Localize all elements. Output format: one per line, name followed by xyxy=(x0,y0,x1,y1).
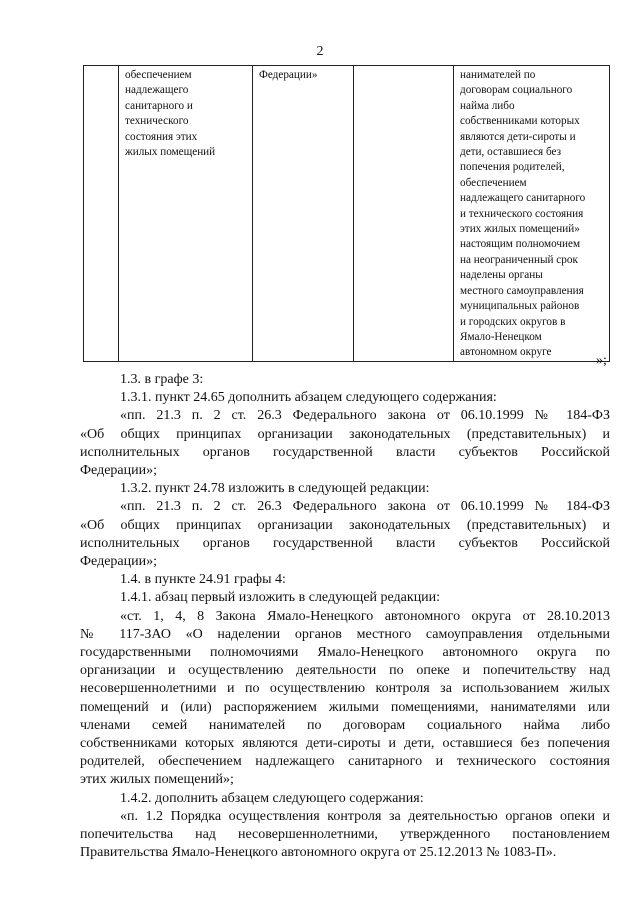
table-cell-text-line: договорам социального xyxy=(460,84,573,97)
text-line: членами семей нанимателей по договорам социального найма либо xyxy=(80,717,610,733)
table-cell-text-line: состояния этих xyxy=(125,130,198,143)
table-cell-col2 xyxy=(119,66,253,362)
table-cell-text-line: обеспечением xyxy=(460,176,527,189)
text-line: собственниками которых являются дети-сироты и дети, оставшиеся без попечения xyxy=(80,736,610,752)
text-line: 1.3. в графе 3: xyxy=(120,372,204,387)
table-cell-col1 xyxy=(84,66,119,362)
text-line: 1.4. в пункте 24.91 графы 4: xyxy=(120,572,286,588)
text-line: 1.3.1. пункт 24.65 дополнить абзацем следующего содержания: xyxy=(120,390,497,406)
table-cell-text-line: автономном округе xyxy=(460,346,552,359)
text-line: Федерации»; xyxy=(80,463,158,479)
text-line: этих жилых помещений»; xyxy=(80,772,234,788)
table-cell-text-line: надлежащего xyxy=(125,84,189,97)
table-cell-text-line: обеспечением xyxy=(125,69,192,81)
text-line: исполнительных органов государственной власти субъектов Российской xyxy=(80,535,610,551)
text-line: «пп. 21.3 п. 2 ст. 26.3 Федерального закона от 06.10.1999 № 184-ФЗ xyxy=(120,499,610,515)
text-line: «Об общих принципах организации законодательных (представительных) и xyxy=(80,517,610,533)
table-cell-text-line: наделены органы xyxy=(460,269,543,282)
text-line: 1.4.1. абзац первый изложить в следующей редакции: xyxy=(120,590,441,606)
table-cell-text-line: настоящим полномочием xyxy=(460,238,581,251)
table-cell-text-line: найма либо xyxy=(460,99,515,112)
text-line: родителей, обеспечением надлежащего санитарного и технического состояния xyxy=(80,754,610,770)
table-cell-col4 xyxy=(354,66,454,362)
text-line: № 117-ЗАО «О наделении органов местного самоуправления отдельными xyxy=(80,626,610,642)
text-line: несовершеннолетними и по осуществлению контроля за использованием жилых xyxy=(80,681,610,697)
table-cell-text-line: этих жилых помещений» xyxy=(460,223,580,236)
text-line: 1.3.2. пункт 24.78 изложить в следующей редакции: xyxy=(120,481,430,497)
page-number: 2 xyxy=(316,44,324,59)
table-cell-text-line: нанимателей по xyxy=(460,69,536,81)
table-cell-text-line: муниципальных районов xyxy=(460,300,580,313)
closing-quote: »; xyxy=(596,353,607,368)
table-cell-text-line: надлежащего санитарного xyxy=(460,192,586,205)
table-cell-text-line: на неограниченный срок xyxy=(460,253,578,266)
table-row xyxy=(84,66,610,362)
table-cell-col5 xyxy=(454,66,610,362)
document-body xyxy=(80,371,610,862)
table-cell-text-line: Федерации» xyxy=(259,69,318,81)
text-line: «ст. 1, 4, 8 Закона Ямало-Ненецкого автономного округа от 28.10.2013 xyxy=(120,608,610,624)
table-cell-text-line: собственниками которых xyxy=(460,115,580,128)
text-line: Правительства Ямало-Ненецкого автономного округа от 25.12.2013 № 1083-П». xyxy=(80,845,557,861)
table-cell-text-line: являются дети-сироты и xyxy=(460,130,576,143)
text-line: 1.4.2. дополнить абзацем следующего содержания: xyxy=(120,790,424,806)
table-cell-text-line: Ямало-Ненецком xyxy=(460,330,542,343)
text-line: Федерации»; xyxy=(80,554,158,570)
text-line: организации и осуществлению деятельности по опеке и попечительству над xyxy=(80,663,610,679)
table-cell-text-line: местного самоуправления xyxy=(460,284,584,297)
table-cell-text-line: попечения родителей, xyxy=(460,161,565,174)
table-cell-text-line: технического xyxy=(125,115,189,128)
table-cell-text-line: и технического состояния xyxy=(460,207,584,220)
table-cell-col3 xyxy=(253,66,354,362)
table-cell-text-line: жилых помещений xyxy=(125,146,216,159)
text-line: «пп. 21.3 п. 2 ст. 26.3 Федерального закона от 06.10.1999 № 184-ФЗ xyxy=(120,408,610,424)
table-cell-text-line: и городских округов в xyxy=(460,315,566,328)
continuation-table xyxy=(83,65,610,362)
text-line: помещений и (или) распоряжением жилыми помещениями, нанимателями или xyxy=(80,699,610,715)
table-cell-text-line: санитарного и xyxy=(125,99,193,112)
text-line: «Об общих принципах организации законодательных (представительных) и xyxy=(80,426,610,442)
text-line: государственными полномочиями Ямало-Ненецкого автономного округа по xyxy=(80,645,610,661)
table-cell-text-line: дети, оставшиеся без xyxy=(460,146,562,159)
text-line: исполнительных органов государственной власти субъектов Российской xyxy=(80,444,610,460)
text-line: попечительства над несовершеннолетними, утвержденного постановлением xyxy=(80,827,610,843)
text-line: «п. 1.2 Порядка осуществления контроля за деятельностью органов опеки и xyxy=(120,808,610,824)
